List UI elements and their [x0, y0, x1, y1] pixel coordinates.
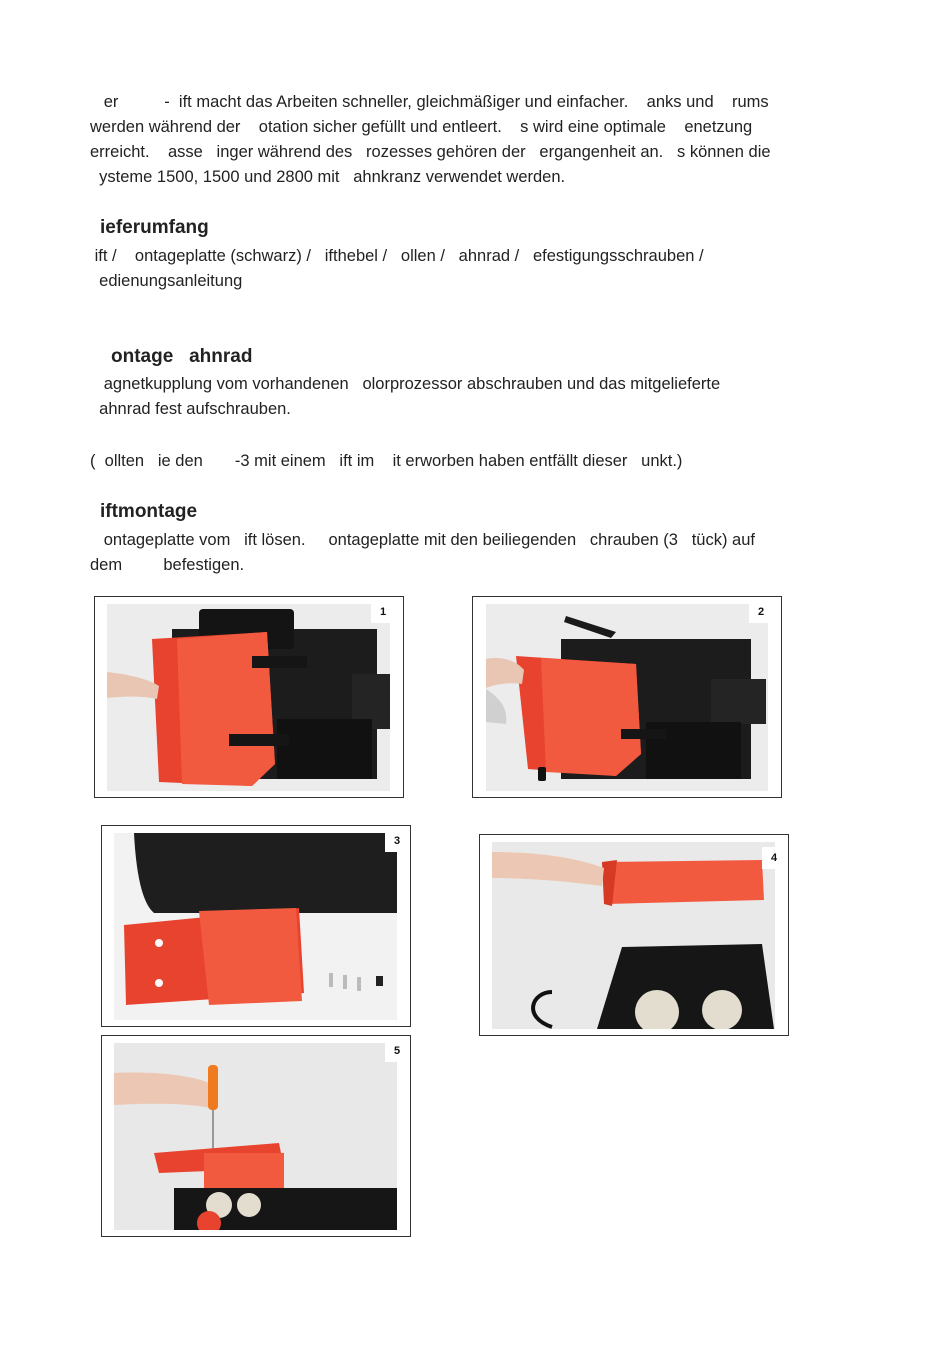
- intro-paragraph: [90, 90, 860, 190]
- figure-number: 3: [385, 830, 409, 852]
- figure-4: [479, 834, 789, 1036]
- lieferumfang-line: edienungsanleitung: [90, 272, 243, 290]
- intro-line: ysteme 1500, 1500 und 2800 mit ahnkranz verwendet werden.: [90, 168, 566, 186]
- figure-number: 4: [762, 847, 786, 869]
- heading-lieferumfang: ieferumfang: [100, 217, 209, 238]
- photo-lift-plate-removed: [486, 604, 768, 791]
- photo-plate-and-screws: [114, 833, 397, 1020]
- figure-2: [472, 596, 782, 798]
- photo-lift-with-plate-side: [107, 604, 390, 791]
- intro-line: werden während der otation sicher gefüllt und entleert. s wird eine optimale enetzung: [90, 118, 753, 136]
- liftmontage-line: ontageplatte vom ift lösen. ontageplatte mit den beiliegenden chrauben (3 tück) auf: [90, 531, 755, 549]
- figure-number: 1: [371, 601, 395, 623]
- photo-plate-above-processor: [492, 842, 775, 1029]
- liftmontage-paragraph: [90, 528, 860, 578]
- figure-number: 2: [749, 601, 773, 623]
- photo-screwing-plate: [114, 1043, 397, 1230]
- figure-number: 5: [385, 1040, 409, 1062]
- montage-zahnrad-note: [90, 449, 860, 474]
- montage-zahnrad-paragraph: [90, 372, 860, 422]
- figure-3: [101, 825, 411, 1027]
- figure-5: [101, 1035, 411, 1237]
- heading-liftmontage: iftmontage: [100, 501, 198, 522]
- lieferumfang-paragraph: [90, 244, 860, 294]
- intro-line: erreicht. asse inger während des rozesses gehören der ergangenheit an. s können die: [90, 143, 771, 161]
- montage-zahnrad-line: agnetkupplung vom vorhandenen olorprozessor abschrauben und das mitgelieferte: [90, 375, 721, 393]
- intro-line: er - ift macht das Arbeiten schneller, gleichmäßiger und einfacher. anks und rums: [90, 93, 769, 111]
- note-text: ( ollten ie den -3 mit einem ift im it erworben haben entfällt dieser unkt.): [90, 452, 683, 470]
- liftmontage-line: dem befestigen.: [90, 556, 245, 574]
- figure-1: [94, 596, 404, 798]
- lieferumfang-line: ift / ontageplatte (schwarz) / ifthebel / ollen / ahnrad / efestigungsschrauben /: [90, 247, 704, 265]
- heading-montage-zahnrad: ontage ahnrad: [111, 346, 253, 367]
- montage-zahnrad-line: ahnrad fest aufschrauben.: [90, 400, 291, 418]
